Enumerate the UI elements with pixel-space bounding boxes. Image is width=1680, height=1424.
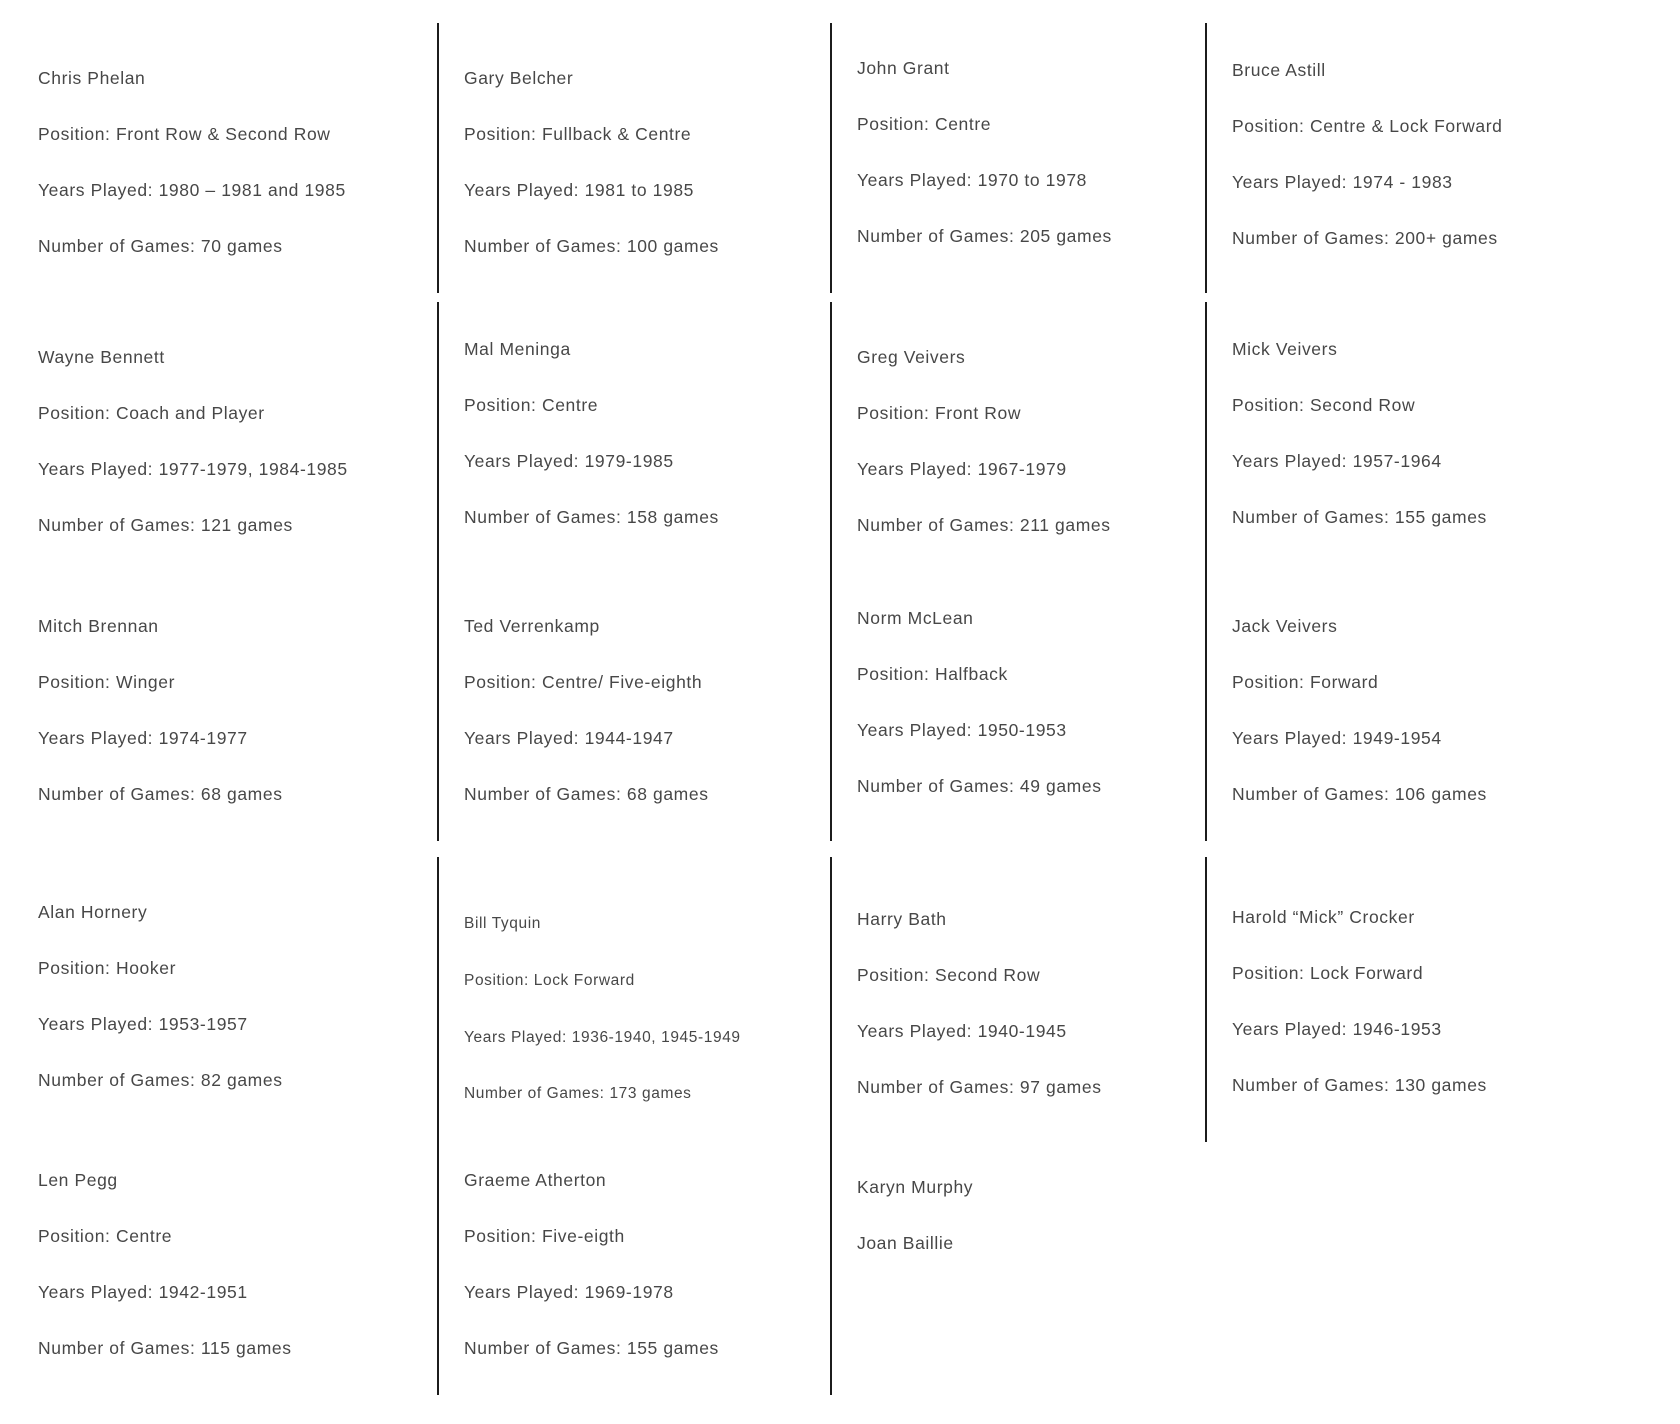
player-years: Years Played: 1950-1953 [857, 720, 1067, 741]
player-name-secondary: Joan Baillie [857, 1233, 954, 1254]
player-position: Position: Fullback & Centre [464, 124, 692, 145]
empty-cell [1205, 1125, 1680, 1395]
player-years: Years Played: 1980 – 1981 and 1985 [38, 180, 346, 201]
player-games: Number of Games: 100 games [464, 236, 719, 257]
player-card [1205, 857, 1680, 1142]
player-name: Bill Tyquin [464, 915, 541, 932]
player-games: Number of Games: 130 games [1232, 1075, 1487, 1096]
player-years: Years Played: 1936-1940, 1945-1949 [464, 1028, 741, 1046]
player-games: Number of Games: 68 games [38, 784, 283, 805]
player-name: Len Pegg [38, 1170, 118, 1190]
player-position: Position: Five-eigth [464, 1226, 625, 1247]
player-years: Years Played: 1979-1985 [464, 451, 674, 472]
player-card [1205, 571, 1680, 841]
player-name: Karyn Murphy [857, 1177, 974, 1197]
player-games: Number of Games: 115 games [38, 1338, 292, 1359]
player-card [0, 857, 437, 1142]
player-card [437, 23, 830, 293]
player-card [830, 23, 1205, 293]
player-card [830, 857, 1205, 1142]
player-position: Position: Second Row [857, 965, 1041, 986]
player-name: Graeme Atherton [464, 1170, 607, 1190]
player-years: Years Played: 1949-1954 [1232, 728, 1442, 749]
player-position: Position: Front Row [857, 403, 1022, 424]
player-games: Number of Games: 155 games [1232, 507, 1487, 528]
player-name: Mitch Brennan [38, 616, 159, 636]
player-games: Number of Games: 158 games [464, 507, 719, 528]
player-name: Wayne Bennett [38, 347, 165, 367]
player-position: Position: Centre [38, 1226, 173, 1247]
player-years: Years Played: 1974 - 1983 [1232, 172, 1453, 193]
player-years: Years Played: 1957-1964 [1232, 451, 1442, 472]
player-games: Number of Games: 155 games [464, 1338, 719, 1359]
player-position: Position: Centre [857, 114, 992, 135]
player-row [0, 23, 1680, 271]
player-name: Mick Veivers [1232, 339, 1338, 359]
player-position: Position: Halfback [857, 664, 1008, 685]
player-card [437, 857, 830, 1142]
player-games: Number of Games: 68 games [464, 784, 709, 805]
player-card [437, 302, 830, 572]
player-card [1205, 23, 1680, 293]
player-games: Number of Games: 70 games [38, 236, 283, 257]
player-name: John Grant [857, 58, 950, 78]
player-name: Ted Verrenkamp [464, 616, 600, 636]
player-row [0, 571, 1680, 819]
player-position: Position: Forward [1232, 672, 1379, 693]
player-card [0, 302, 437, 572]
player-position: Position: Hooker [38, 958, 176, 979]
player-row [0, 1125, 1680, 1375]
player-games: Number of Games: 49 games [857, 776, 1102, 797]
player-position: Position: Lock Forward [464, 971, 635, 989]
player-name: Jack Veivers [1232, 616, 1338, 636]
player-years: Years Played: 1977-1979, 1984-1985 [38, 459, 348, 480]
player-name: Norm McLean [857, 608, 974, 628]
player-games: Number of Games: 97 games [857, 1077, 1102, 1098]
player-card [830, 302, 1205, 572]
player-position: Position: Lock Forward [1232, 963, 1424, 984]
player-years: Years Played: 1969-1978 [464, 1282, 674, 1303]
player-years: Years Played: 1970 to 1978 [857, 170, 1087, 191]
player-card [830, 1125, 1205, 1395]
player-games: Number of Games: 121 games [38, 515, 293, 536]
player-years: Years Played: 1953-1957 [38, 1014, 248, 1035]
player-name: Greg Veivers [857, 347, 966, 367]
player-position: Position: Second Row [1232, 395, 1416, 416]
player-name: Mal Meninga [464, 339, 571, 359]
player-position: Position: Centre [464, 395, 599, 416]
player-card [437, 1125, 830, 1395]
player-position: Position: Centre/ Five-eighth [464, 672, 703, 693]
player-card [0, 1125, 437, 1395]
player-games: Number of Games: 200+ games [1232, 228, 1498, 249]
player-years: Years Played: 1974-1977 [38, 728, 248, 749]
player-games: Number of Games: 173 games [464, 1085, 692, 1103]
player-name: Gary Belcher [464, 68, 574, 88]
player-position: Position: Winger [38, 672, 176, 693]
player-years: Years Played: 1942-1951 [38, 1282, 248, 1303]
player-years: Years Played: 1967-1979 [857, 459, 1067, 480]
player-position: Position: Centre & Lock Forward [1232, 116, 1503, 137]
player-card [830, 571, 1205, 841]
player-card [1205, 302, 1680, 572]
player-position: Position: Coach and Player [38, 403, 265, 424]
player-card [437, 571, 830, 841]
player-games: Number of Games: 205 games [857, 226, 1112, 247]
player-name: Chris Phelan [38, 68, 146, 88]
player-name: Harry Bath [857, 909, 947, 929]
player-position: Position: Front Row & Second Row [38, 124, 331, 145]
player-years: Years Played: 1940-1945 [857, 1021, 1067, 1042]
player-name: Harold “Mick” Crocker [1232, 907, 1415, 927]
player-games: Number of Games: 211 games [857, 515, 1111, 536]
player-games: Number of Games: 106 games [1232, 784, 1487, 805]
player-years: Years Played: 1946-1953 [1232, 1019, 1442, 1040]
player-row [0, 857, 1680, 1105]
player-card [0, 571, 437, 841]
player-name: Alan Hornery [38, 902, 148, 922]
player-name: Bruce Astill [1232, 60, 1326, 80]
player-row [0, 302, 1680, 550]
player-card [0, 23, 437, 293]
player-years: Years Played: 1981 to 1985 [464, 180, 694, 201]
player-years: Years Played: 1944-1947 [464, 728, 674, 749]
player-games: Number of Games: 82 games [38, 1070, 283, 1091]
